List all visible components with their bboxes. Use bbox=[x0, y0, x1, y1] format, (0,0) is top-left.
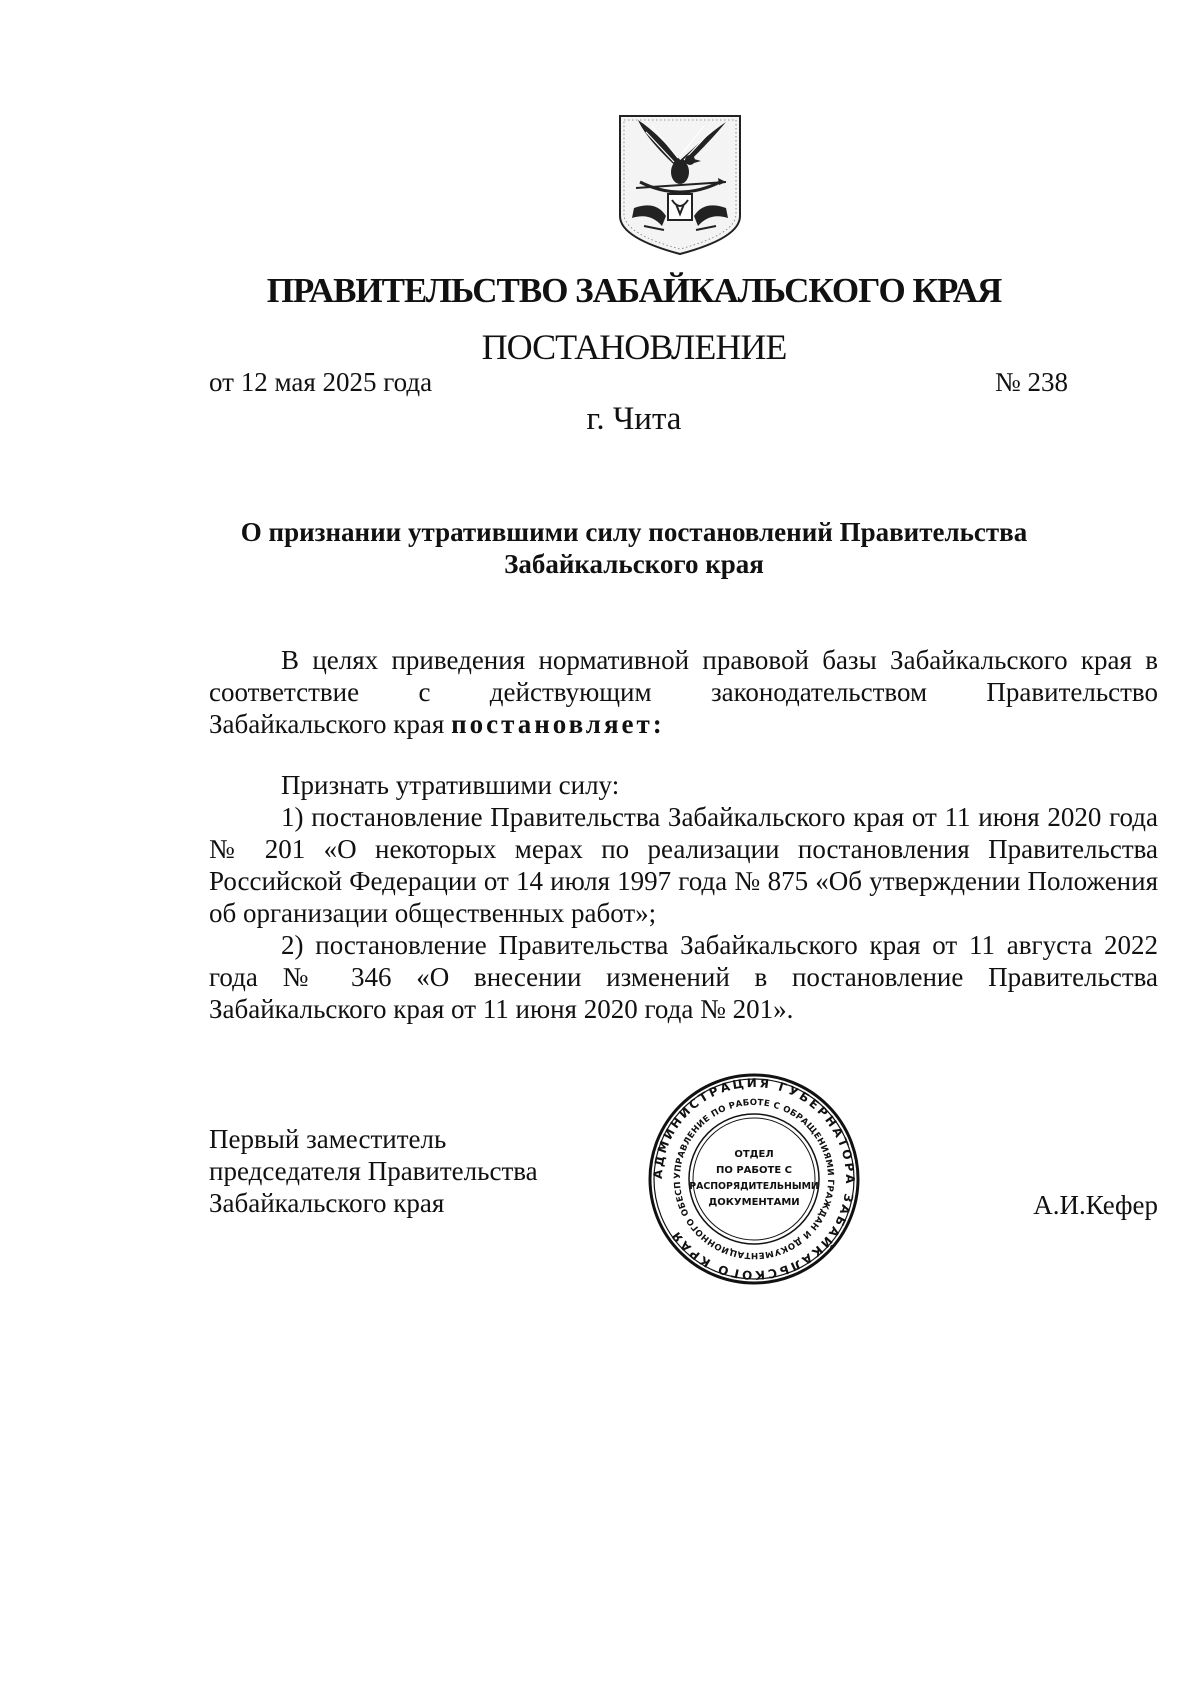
decree-word: постановляет: bbox=[451, 709, 665, 739]
government-title: ПРАВИТЕЛЬСТВО ЗАБАЙКАЛЬСКОГО КРАЯ bbox=[266, 271, 1002, 310]
document-city: г. Чита bbox=[586, 401, 682, 437]
subject-line-1: О признании утратившими силу постановлений Правительства bbox=[240, 517, 1028, 547]
position-line: председателя Правительства bbox=[209, 1156, 538, 1186]
preamble-lead: В целях приведения нормативной правовой базы Забайкальского края в соответствие с действующим законодательством Правительство bbox=[209, 645, 1158, 707]
preamble-last-line bbox=[209, 708, 1158, 740]
decision-section bbox=[209, 769, 1158, 1025]
document-number: № 238 bbox=[994, 367, 1068, 397]
document-type: ПОСТАНОВЛЕНИЕ bbox=[481, 327, 787, 367]
signatory-position bbox=[209, 1123, 538, 1219]
decision-item: 2) постановление Правительства Забайкальского края от 11 августа 2022 года № 346 «О внесении изменений в постановление Правительства Забайкальского края от 11 июня 2020 года № 201». bbox=[209, 930, 1158, 1024]
preamble-tail: Забайкальского края bbox=[209, 709, 445, 739]
decision-item: 1) постановление Правительства Забайкальского края от 11 июня 2020 года № 201 «О некоторых мерах по реализации постановления Правительства Российской Федерации от 14 июля 1997 года № 875 «Об утверждении Положения об организации общественных работ»; bbox=[209, 802, 1158, 928]
decision-intro: Признать утратившими силу: bbox=[281, 770, 620, 800]
stamp-center-line: ПО РАБОТЕ С bbox=[715, 1165, 793, 1176]
stamp-center-line: ОТДЕЛ bbox=[734, 1149, 774, 1160]
zabaikalsky-coat-of-arms-icon bbox=[616, 112, 744, 258]
coat-of-arms-emblem bbox=[616, 112, 744, 258]
signatory-name: А.И.Кефер bbox=[1033, 1190, 1158, 1220]
preamble-paragraph bbox=[209, 644, 1158, 708]
position-line: Первый заместитель bbox=[209, 1124, 447, 1154]
subject-line-2: Забайкальского края bbox=[504, 549, 764, 579]
position-line: Забайкальского края bbox=[209, 1188, 445, 1218]
stamp-center-line: ДОКУМЕНТАМИ bbox=[708, 1197, 800, 1208]
official-stamp bbox=[647, 1072, 861, 1286]
document-subject bbox=[34, 516, 1200, 580]
stamp-seal-icon bbox=[647, 1072, 861, 1286]
document-date: от 12 мая 2025 года bbox=[209, 367, 433, 397]
stamp-inner-text: УПРАВЛЕНИЕ ПО РАБОТЕ С ОБРАЩЕНИЯМИ ГРАЖДАН И ДОКУМЕНТАЦИОННОГО ОБЕСП bbox=[672, 1097, 836, 1261]
stamp-outer-text: АДМИНИСТРАЦИЯ ГУБЕРНАТОРА ЗАБАЙКАЛЬСКОГО КРАЯ bbox=[650, 1075, 858, 1283]
stamp-center-line: РАСПОРЯДИТЕЛЬНЫМИ bbox=[689, 1181, 819, 1192]
